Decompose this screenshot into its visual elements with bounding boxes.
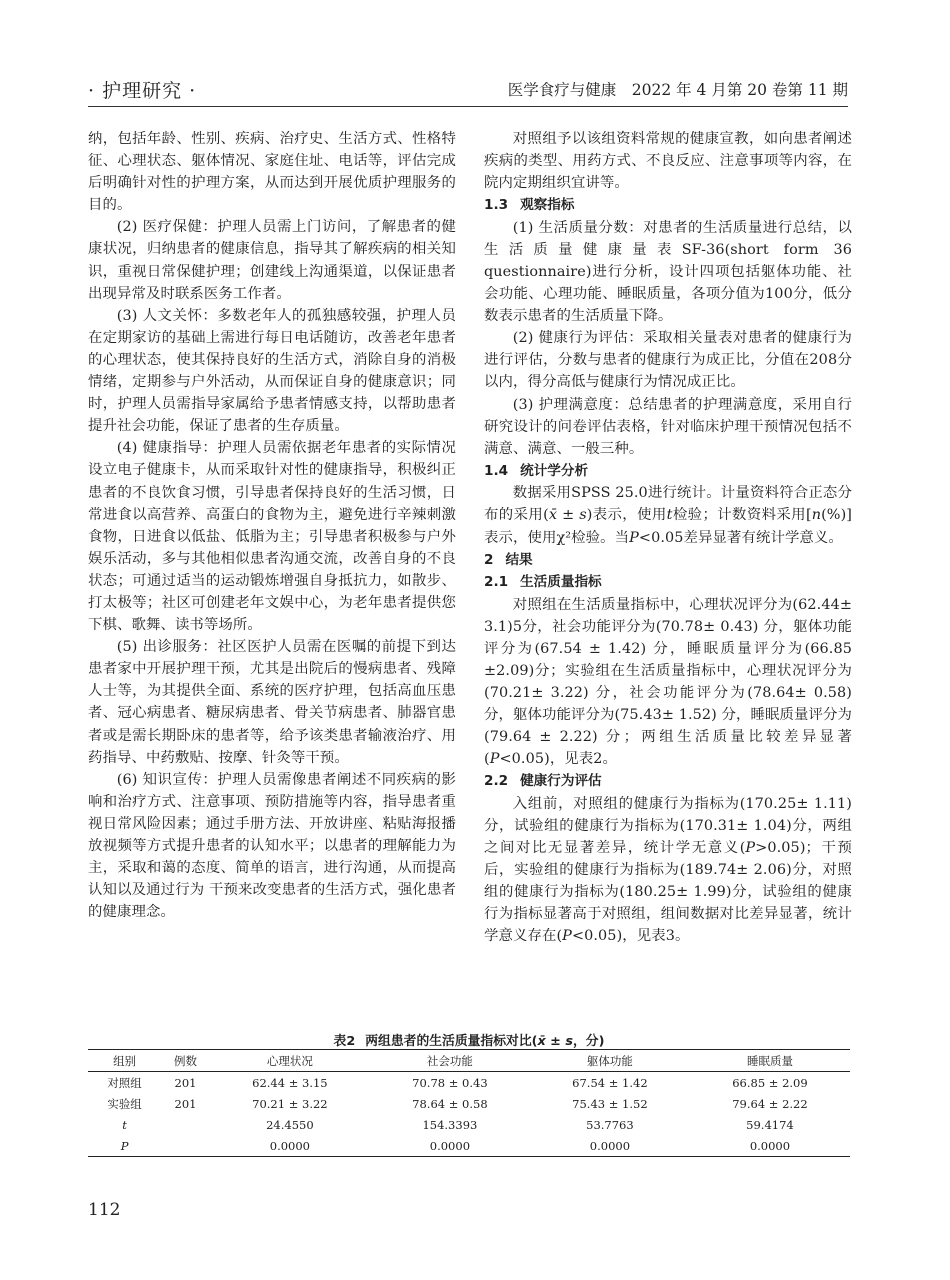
paragraph: (5) 出诊服务：社区医护人员需在医嘱的前提下到达患者家中开展护理干预，尤其是出院后的慢病患者、残障人士等，为其提供全面、系统的医疗护理，包括高血压患者、冠心病患者、糖尿病患者、骨关节病患者、肺器官患者或是需长期卧床的患者等，给予该类患者输液治疗、用药指导、中药敷贴、按摩、针灸等干预。 [88, 639, 456, 766]
table-row [88, 1093, 850, 1114]
section-heading [484, 549, 852, 572]
page-number: 112 [88, 1200, 121, 1220]
paragraph: (3) 人文关怀：多数老年人的孤独感较强，护理人员在定期家访的基础上需进行每日电话随访，改善老年患者的心理状态，使其保持良好的生活方式，消除自身的消极情绪，定期参与户外活动，从而保证自身的健康意识；同时，护理人员需指导家属给予患者情感支持，以帮助患者提升社会功能，保证了患者的生存质量。 [88, 307, 456, 435]
section-heading [484, 770, 852, 793]
table-row [88, 1114, 850, 1135]
table-cell: 70.78 ± 0.43 [412, 1075, 488, 1090]
section-heading [484, 571, 852, 594]
table-cell: 24.4550 [266, 1117, 314, 1132]
column-header: 心理状况 [266, 1053, 313, 1068]
paragraph: 入组前，对照组的健康行为指标为(170.25± 1.11)分，试验组的健康行为指标为(170.31± 1.04)分，两组之间对比无显著差异，统计学无意义(P>0.05)；干预后，实验组的健康行为指标为(189.74± 2.06)分，对照组的健康行为指标为(180.25± 1.99)分，试验组的健康行为指标显著高于对照组，组间数据对比差异显著，统计学意义存在(P<0.05)，见表3。 [484, 795, 852, 945]
table-row [88, 1072, 850, 1094]
table-cell: 75.43 ± 1.52 [572, 1096, 648, 1111]
page-header [88, 72, 848, 107]
heading-title: 生活质量指标 [520, 574, 602, 591]
table-header-row [88, 1050, 850, 1072]
paragraph: 对照组在生活质量指标中，心理状况评分为(62.44± 3.1)5分，社会功能评分为(70.78± 0.43) 分，躯体功能评分为(67.54 ± 1.42) 分，睡眠质量评分为(66.85 ±2.09)分；实验组在生活质量指标中，心理状况评分为(70.21± 3.22) 分，社会功能评分为(78.64± 0.58) 分，躯体功能评分为(75.43± 1.52) 分，睡眠质量评分为(79.64 ± 2.22) 分；两组生活质量比较差异显著(P<0.05)，见表2。 [484, 596, 852, 768]
paragraph: 纳，包括年龄、性别、疾病、治疗史、生活方式、性格特征、心理状态、躯体情况、家庭住址、电话等，评估完成后明确针对性的护理方案，从而达到开展优质护理服务的目的。 [88, 131, 456, 214]
table-cell: 67.54 ± 1.42 [572, 1075, 648, 1090]
table-cell: 78.64 ± 0.58 [412, 1096, 488, 1111]
table-cell: 0.0000 [269, 1138, 310, 1153]
heading-number: 1.4 [484, 462, 509, 479]
paragraph: (3) 护理满意度：总结患者的护理满意度，采用自行研究设计的问卷评估表格，针对临床护理干预情况包括不满意、满意、一般三种。 [484, 396, 852, 457]
table-cell: P [120, 1138, 129, 1153]
paragraph: (1) 生活质量分数：对患者的生活质量进行总结，以生活质量健康量表SF-36(short form 36 questionnaire)进行分析，设计四项包括躯体功能、社会功能、心理功能、睡眠质量，各项分值为100分，低分数表示患者的生活质量下降。 [484, 219, 852, 325]
column-header: 睡眠质量 [746, 1053, 793, 1068]
paragraph: 对照组予以该组资料常规的健康宣教，如向患者阐述疾病的类型、用药方式、不良反应、注意事项等内容，在院内定期组织宜讲等。 [484, 131, 852, 192]
table-cell: 实验组 [107, 1096, 142, 1111]
table-cell [161, 1114, 210, 1135]
quality-of-life-table [88, 1049, 850, 1157]
column-header: 例数 [174, 1053, 197, 1068]
column-header: 组别 [113, 1053, 137, 1068]
table-row [88, 1135, 850, 1157]
table-cell: 62.44 ± 3.15 [252, 1075, 328, 1090]
paragraph: (2) 医疗保健：护理人员需上门访问，了解患者的健康状况，归纳患者的健康信息，指导其了解疾病的相关知识，重视日常保健护理；创建线上沟通渠道，以保证患者出现异常及时联系医务工作者。 [88, 219, 456, 302]
table-cell: 0.0000 [429, 1138, 471, 1153]
heading-title: 观察指标 [520, 197, 575, 214]
section-label: · 护理研究 · [88, 80, 197, 102]
heading-number: 2.2 [484, 773, 509, 790]
table-cell: 59.4174 [746, 1117, 794, 1132]
section-heading [484, 460, 852, 483]
heading-title: 统计学分析 [520, 462, 589, 479]
heading-number: 2 [484, 551, 494, 568]
table-cell: 53.7763 [586, 1117, 634, 1132]
section-heading [484, 194, 852, 217]
paragraph: (6) 知识宣传：护理人员需像患者阐述不同疾病的影响和治疗方式、注意事项、预防措施等内容，指导患者重视日常风险因素；通过手册方法、开放讲座、粘贴海报播放视频等方式提升患者的认知水平；以患者的理解能力为主，采取和蔼的态度、简单的语言，进行沟通，从而提高认知以及通过行为 干预来改变患者的生活方式，强化患者的健康理念。 [88, 771, 456, 921]
left-column [88, 128, 456, 923]
heading-title: 结果 [505, 551, 533, 568]
table-caption: 表2 两组患者的生活质量指标对比(x̄ ± s，分) [333, 1034, 605, 1049]
paragraph: (4) 健康指导：护理人员需依据老年患者的实际情况设立电子健康卡，从而采取针对性的健康指导，积极纠正患者的不良饮食习惯，引导患者保持良好的生活习惯，日常进食以高营养、高蛋白的食物为主，避免进行辛辣刺激食物，日进食以低盐、低脂为主；引导患者积极参与户外娱乐活动，多与其他相似患者沟通交流，改善自身的不良状态；可通过适当的运动锻炼增强自身抵抗力，如散步、打太极等；社区可创建老年文娱中心，为老年患者提供您下棋、歌舞、读书等场所。 [88, 440, 456, 634]
heading-number: 2.1 [484, 574, 509, 591]
table-cell: 66.85 ± 2.09 [732, 1075, 808, 1090]
table-cell: 201 [174, 1096, 197, 1111]
table-cell: 70.21 ± 3.22 [252, 1096, 328, 1111]
table-cell: t [122, 1117, 127, 1132]
heading-title: 健康行为评估 [520, 773, 602, 790]
right-column [484, 128, 852, 948]
table-cell: 对照组 [107, 1075, 142, 1090]
column-header: 躯体功能 [586, 1053, 633, 1068]
table-cell: 154.3393 [422, 1117, 478, 1132]
column-header: 社会功能 [426, 1053, 473, 1068]
journal-issue: 医学食疗与健康 2022 年 4 月第 20 卷第 11 期 [507, 81, 848, 99]
table-cell: 79.64 ± 2.22 [732, 1096, 808, 1111]
table-cell: 0.0000 [749, 1138, 791, 1153]
table-cell: 0.0000 [589, 1138, 631, 1153]
table-cell [161, 1135, 210, 1157]
paragraph: (2) 健康行为评估：采取相关量表对患者的健康行为进行评估，分数与患者的健康行为成正比，分值在208分以内，得分高低与健康行为情况成正比。 [484, 330, 852, 391]
paragraph: 数据采用SPSS 25.0进行统计。计量资料符合正态分布的采用(x̄ ± s)表示，使用t检验；计数资料采用[n(%)]表示，使用χ²检验。当P<0.05差异显著有统计学意义。 [484, 485, 852, 546]
table-cell: 201 [174, 1075, 197, 1090]
heading-number: 1.3 [484, 197, 509, 214]
